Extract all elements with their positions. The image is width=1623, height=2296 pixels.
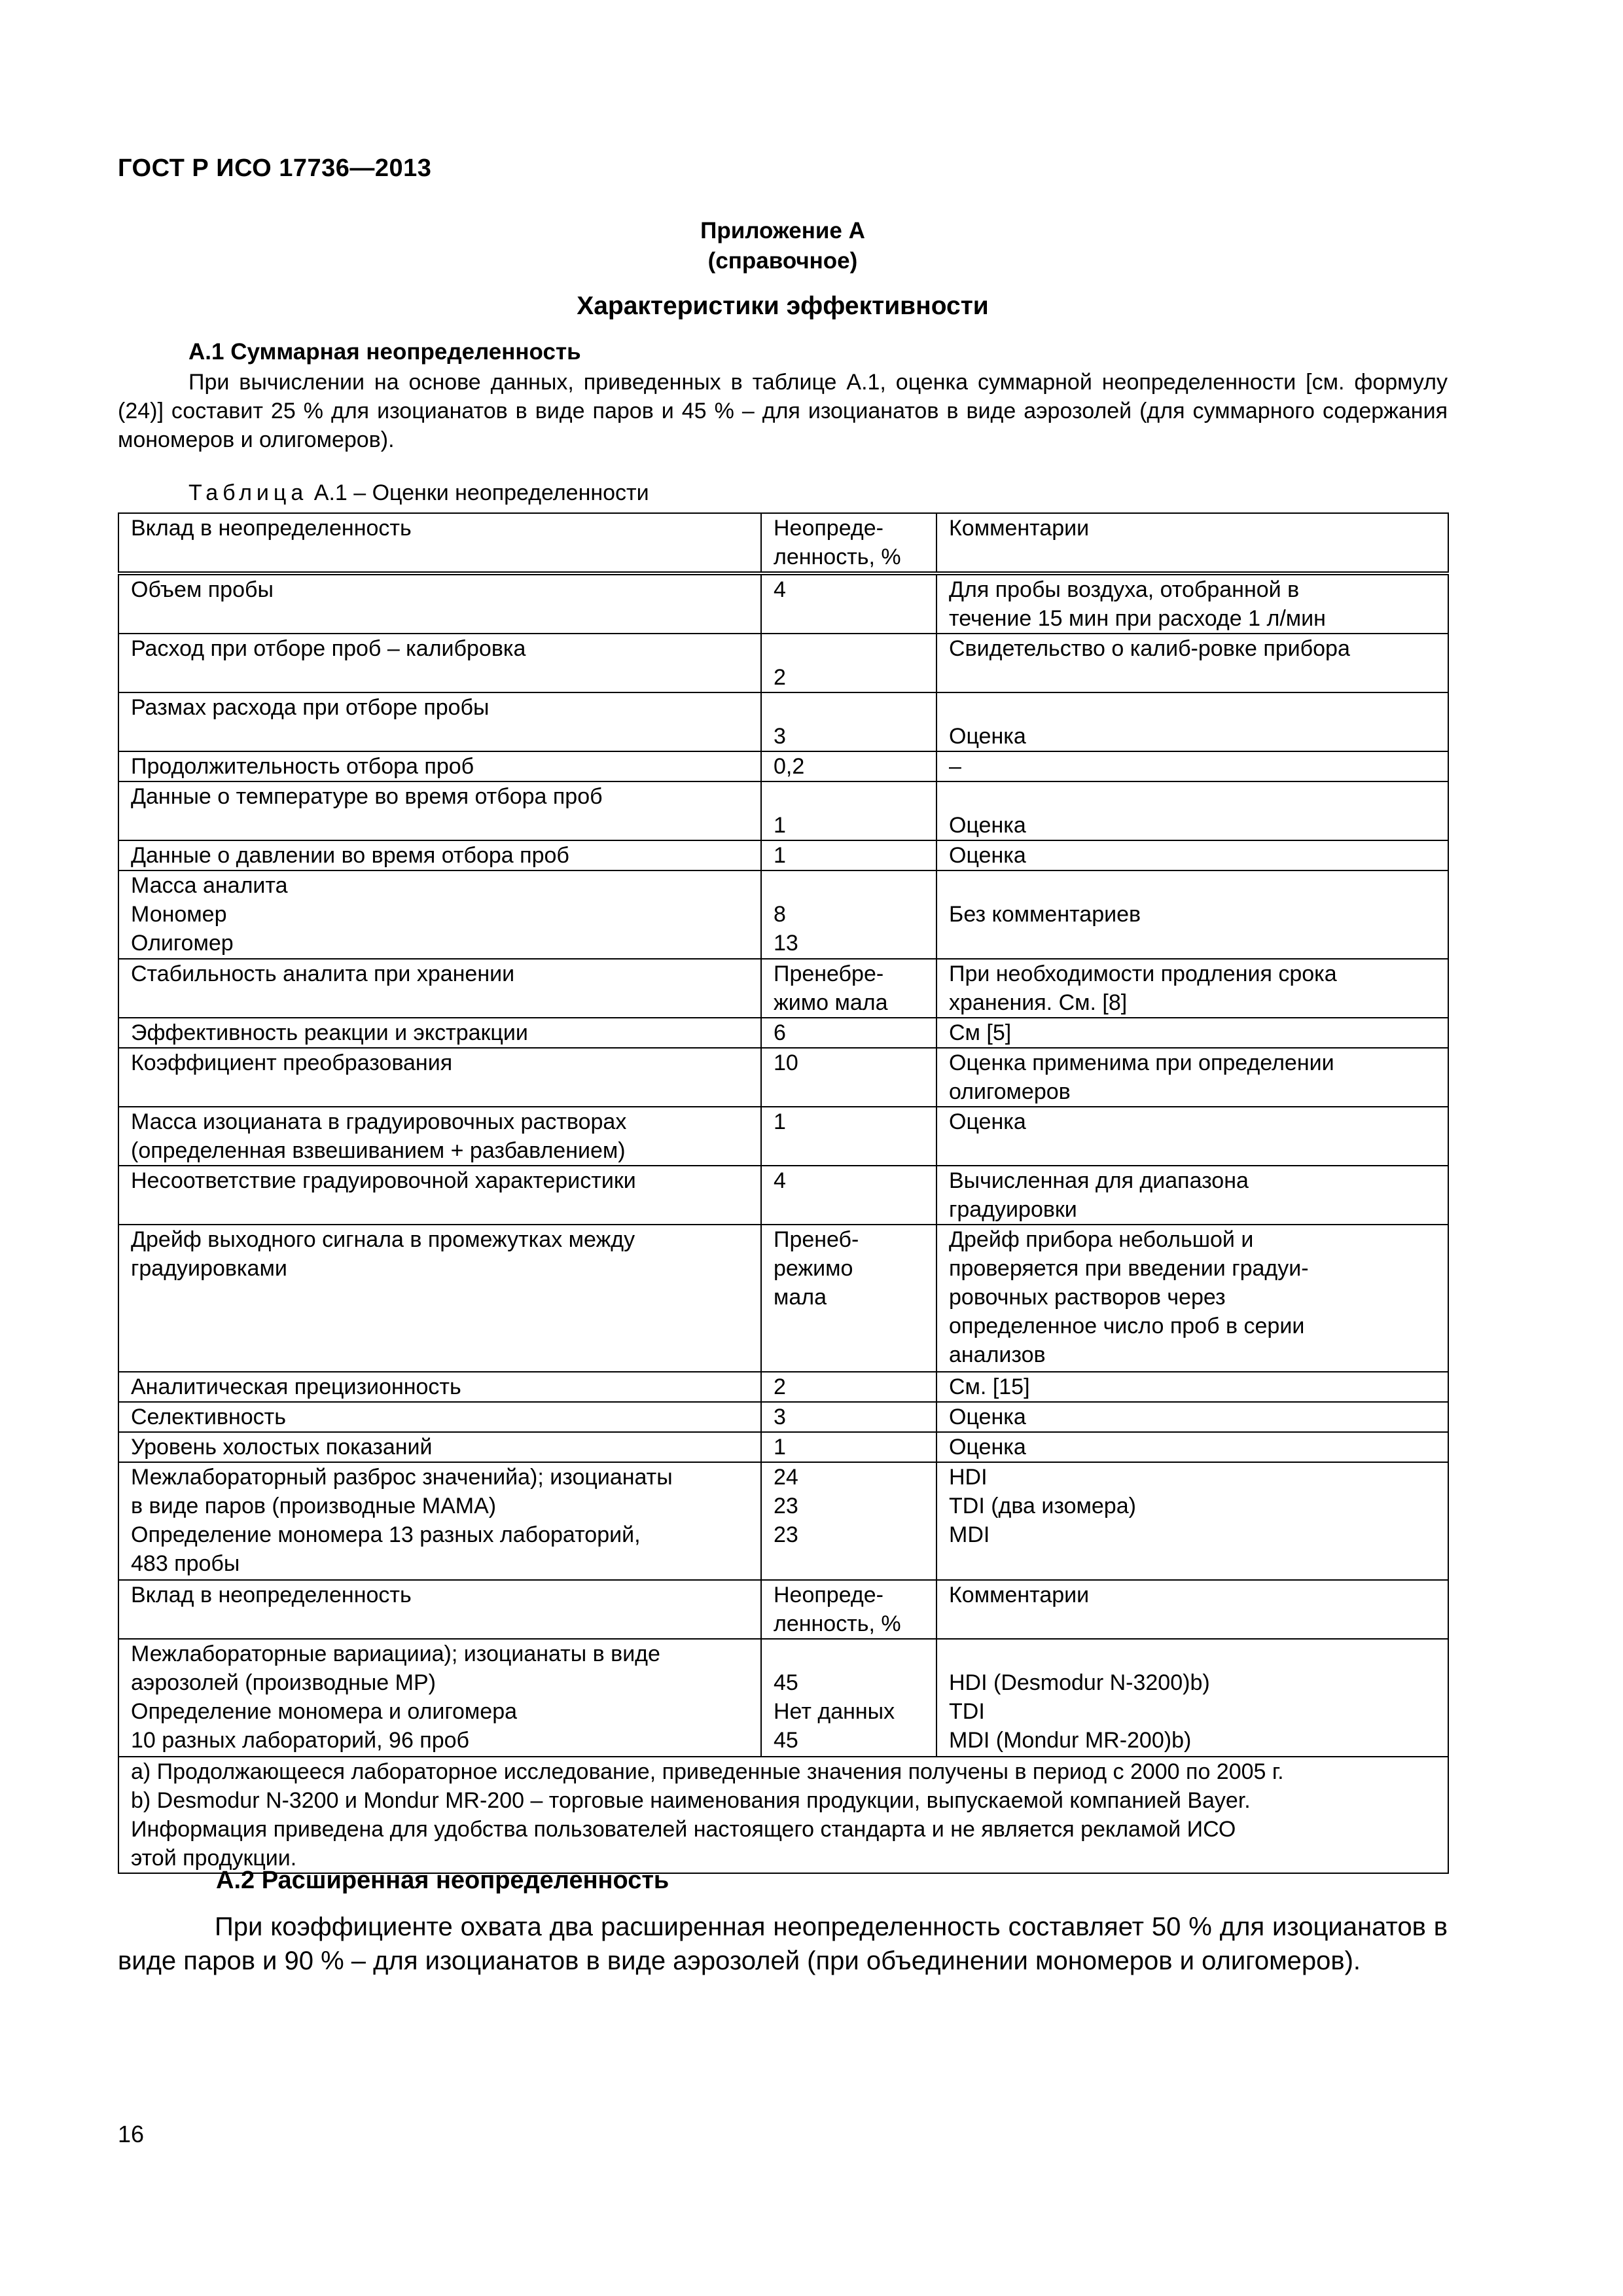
table-cell: HDI (Desmodur N-3200)b) TDI MDI (Mondur MR-200)b) (936, 1639, 1448, 1757)
table-cell: Свидетельство о калиб-ровке прибора (936, 634, 1448, 692)
main-title: Характеристики эффективности (577, 292, 989, 320)
table-caption (188, 480, 649, 506)
section-a1-heading: А.1 Суммарная неопределенность (188, 339, 581, 365)
table-cell: Вклад в неопределенность (118, 1580, 761, 1639)
table-cell: 6 (761, 1018, 936, 1048)
table-cell: Оценка (936, 1402, 1448, 1432)
appendix-title: Приложение А (700, 218, 865, 243)
table-row (118, 1107, 1448, 1166)
table-cell: Оценка применима при определении олигомеров (936, 1048, 1448, 1107)
table-cell: 8 13 (761, 870, 936, 959)
table-cell: HDI TDI (два изомера) MDI (936, 1462, 1448, 1580)
table-cell: Оценка (936, 781, 1448, 840)
table-cell: Коэффициент преобразования (118, 1048, 761, 1107)
document-header: ГОСТ Р ИСО 17736—2013 (118, 154, 432, 182)
table-footnote: а) Продолжающееся лабораторное исследование, приведенные значения получены в период с 2000 по 2005 г. b) Desmodur N-3200 и Mondur MR-200 – торговые наименования продукции, выпускаемой компанией Bayer. Информация приведена для удобства пользователей настоящего стандарта и не является рекламой ИСО этой продукции. (118, 1757, 1448, 1873)
table-cell: Уровень холостых показаний (118, 1432, 761, 1462)
table-cell: Вычисленная для диапазона градуировки (936, 1166, 1448, 1225)
table-cell: Несоответствие градуировочной характеристики (118, 1166, 761, 1225)
table-row (118, 1580, 1448, 1639)
table-row (118, 634, 1448, 692)
table-row (118, 1402, 1448, 1432)
table-cell: Оценка (936, 840, 1448, 870)
table-row (118, 1048, 1448, 1107)
table-cell: Селективность (118, 1402, 761, 1432)
appendix-heading (118, 216, 1448, 276)
appendix-subtitle: (справочное) (707, 248, 858, 274)
table-cell: 1 (761, 781, 936, 840)
table-cell: Стабильность аналита при хранении (118, 959, 761, 1018)
table-cell: Дрейф выходного сигнала в промежутках между градуировками (118, 1225, 761, 1372)
table-row (118, 1432, 1448, 1462)
table-cell: 1 (761, 1107, 936, 1166)
table-row (118, 781, 1448, 840)
table-cell: Неопреде- ленность, % (761, 1580, 936, 1639)
table-cell: Без комментариев (936, 870, 1448, 959)
table-cell: Данные о температуре во время отбора проб (118, 781, 761, 840)
table-cell: См [5] (936, 1018, 1448, 1048)
table-cell: 3 (761, 692, 936, 751)
table-row (118, 1639, 1448, 1757)
table-cell: 1 (761, 1432, 936, 1462)
header-cell-contribution: Вклад в неопределенность (118, 513, 761, 573)
table-cell: 45 Нет данных 45 (761, 1639, 936, 1757)
table-row (118, 1166, 1448, 1225)
table-cell: Расход при отборе проб – калибровка (118, 634, 761, 692)
table-row (118, 692, 1448, 751)
table-cell: Продолжительность отбора проб (118, 751, 761, 781)
table-cell: 4 (761, 1166, 936, 1225)
page-number: 16 (118, 2121, 145, 2147)
table-cell: Масса аналита Мономер Олигомер (118, 870, 761, 959)
table-cell: Оценка (936, 692, 1448, 751)
table-cell: Масса изоцианата в градуировочных растворах (определенная взвешиванием + разбавлением) (118, 1107, 761, 1166)
table-row (118, 1462, 1448, 1580)
table-header-row (118, 513, 1448, 573)
table-cell: Эффективность реакции и экстракции (118, 1018, 761, 1048)
table-cell: 1 (761, 840, 936, 870)
table-cell: Аналитическая прецизионность (118, 1372, 761, 1402)
table-row (118, 959, 1448, 1018)
table-cell: – (936, 751, 1448, 781)
table-cell: 2 (761, 1372, 936, 1402)
table-cell: Комментарии (936, 1580, 1448, 1639)
uncertainty-table (118, 512, 1449, 1874)
table-cell: 2 (761, 634, 936, 692)
table-row (118, 1225, 1448, 1372)
table-cell: 0,2 (761, 751, 936, 781)
section-a2-heading: А.2 Расширенная неопределенность (216, 1867, 669, 1894)
table-cell: Данные о давлении во время отбора проб (118, 840, 761, 870)
table-row (118, 1372, 1448, 1402)
table-row (118, 840, 1448, 870)
table-cell: Для пробы воздуха, отобранной в течение 15 мин при расходе 1 л/мин (936, 573, 1448, 634)
table-cell: При необходимости продления срока хранения. См. [8] (936, 959, 1448, 1018)
table-row (118, 1018, 1448, 1048)
table-row (118, 751, 1448, 781)
table-cell: Пренебре- жимо мала (761, 959, 936, 1018)
table-cell: 10 (761, 1048, 936, 1107)
table-row (118, 870, 1448, 959)
table-footnote-row (118, 1757, 1448, 1873)
section-a1-text: При вычислении на основе данных, приведенных в таблице А.1, оценка суммарной неопределенности [см. формулу (24)] составит 25 % для изоцианатов в виде паров и 45 % – для изоцианатов в виде аэрозолей (для суммарного содержания мономеров и олигомеров). (118, 370, 1448, 452)
table-cell: См. [15] (936, 1372, 1448, 1402)
header-cell-uncertainty: Неопреде- ленность, % (761, 513, 936, 573)
table-cell: 3 (761, 1402, 936, 1432)
table-cell: Дрейф прибора небольшой и проверяется при введении градуи- ровочных растворов через определенное число проб в серии анализов (936, 1225, 1448, 1372)
table-cell: Межлабораторные вариацииа); изоцианаты в виде аэрозолей (производные МР) Определение мономера и олигомера 10 разных лабораторий, 96 проб (118, 1639, 761, 1757)
table-cell: Размах расхода при отборе пробы (118, 692, 761, 751)
header-cell-comments: Комментарии (936, 513, 1448, 573)
table-cell: Оценка (936, 1432, 1448, 1462)
table-cell: 4 (761, 573, 936, 634)
table-cell: Межлабораторный разброс значенийа); изоцианаты в виде паров (производные МАМА) Определение мономера 13 разных лабораторий, 483 пробы (118, 1462, 761, 1580)
table-caption-label: Таблица (188, 480, 308, 505)
table-caption-text: А.1 – Оценки неопределенности (313, 480, 649, 505)
section-a2-text: При коэффициенте охвата два расширенная неопределенность составляет 50 % для изоцианатов в виде паров и 90 % – для изоцианатов в виде аэрозолей (при объединении мономеров и олигомеров). (118, 1912, 1448, 1975)
table-cell: Пренеб- режимо мала (761, 1225, 936, 1372)
table-cell: Оценка (936, 1107, 1448, 1166)
table-row (118, 573, 1448, 634)
table-cell: 24 23 23 (761, 1462, 936, 1580)
table-cell: Объем пробы (118, 573, 761, 634)
